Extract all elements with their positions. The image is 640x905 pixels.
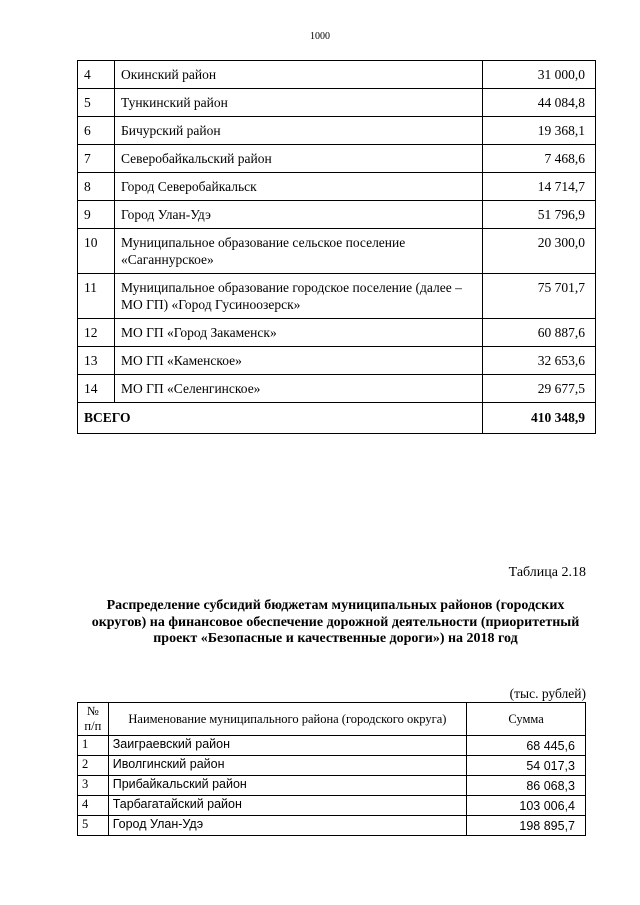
amount: 29 677,5 — [483, 375, 596, 403]
table-row — [78, 375, 596, 403]
table-row — [78, 201, 596, 229]
district-name: Бичурский район — [115, 117, 483, 145]
header-name: Наименование муниципального района (городского округа) — [108, 703, 466, 736]
row-number: 7 — [78, 145, 115, 173]
row-number: 12 — [78, 319, 115, 347]
amount: 20 300,0 — [483, 229, 596, 274]
amount: 14 714,7 — [483, 173, 596, 201]
unit-note: (тыс. рублей) — [509, 686, 586, 701]
row-number: 9 — [78, 201, 115, 229]
amount: 19 368,1 — [483, 117, 596, 145]
amount: 86 068,3 — [467, 776, 586, 796]
amount: 51 796,9 — [483, 201, 596, 229]
district-name: Тарбагатайский район — [108, 796, 466, 816]
amount: 60 887,6 — [483, 319, 596, 347]
header-number: № п/п — [78, 703, 109, 736]
table-row — [78, 117, 596, 145]
table-caption-number: Таблица 2.18 — [508, 565, 586, 580]
row-number: 10 — [78, 229, 115, 274]
row-number: 2 — [78, 756, 109, 776]
amount: 32 653,6 — [483, 347, 596, 375]
district-name: МО ГП «Селенгинское» — [115, 375, 483, 403]
district-name: Муниципальное образование городское поселение (далее – МО ГП) «Город Гусиноозерск» — [115, 274, 483, 319]
table-header-row — [78, 703, 586, 736]
table-row — [78, 319, 596, 347]
table-row — [78, 796, 586, 816]
district-name: Муниципальное образование сельское поселение «Саганнурское» — [115, 229, 483, 274]
amount: 75 701,7 — [483, 274, 596, 319]
table-row — [78, 736, 586, 756]
row-number: 1 — [78, 736, 109, 756]
table-row — [78, 756, 586, 776]
row-number: 6 — [78, 117, 115, 145]
table-row — [78, 229, 596, 274]
district-name: Окинский район — [115, 61, 483, 89]
amount: 44 084,8 — [483, 89, 596, 117]
row-number: 4 — [78, 61, 115, 89]
row-number: 13 — [78, 347, 115, 375]
row-number: 14 — [78, 375, 115, 403]
row-number: 5 — [78, 816, 109, 836]
total-label: ВСЕГО — [78, 403, 483, 434]
page-number: 1000 — [310, 31, 330, 42]
row-number: 11 — [78, 274, 115, 319]
table-row — [78, 61, 596, 89]
table-row — [78, 274, 596, 319]
row-number: 8 — [78, 173, 115, 201]
district-name: Город Улан-Удэ — [115, 201, 483, 229]
subsidy-table-continued — [77, 60, 596, 434]
amount: 54 017,3 — [467, 756, 586, 776]
subsidy-table-2-18 — [77, 702, 586, 836]
amount: 103 006,4 — [467, 796, 586, 816]
district-name: Заиграевский район — [108, 736, 466, 756]
table-row — [78, 89, 596, 117]
row-number: 5 — [78, 89, 115, 117]
amount: 7 468,6 — [483, 145, 596, 173]
district-name: МО ГП «Каменское» — [115, 347, 483, 375]
table-row — [78, 776, 586, 796]
amount: 31 000,0 — [483, 61, 596, 89]
district-name: Иволгинский район — [108, 756, 466, 776]
table-row — [78, 816, 586, 836]
row-number: 3 — [78, 776, 109, 796]
table-row — [78, 173, 596, 201]
amount: 198 895,7 — [467, 816, 586, 836]
total-row — [78, 403, 596, 434]
table-title: Распределение субсидий бюджетам муниципальных районов (городских округов) на финансовое обеспечение дорожной деятельности (приоритетный проект «Безопасные и качественные дороги») на 2018 год — [91, 598, 580, 646]
district-name: МО ГП «Город Закаменск» — [115, 319, 483, 347]
district-name: Город Улан-Удэ — [108, 816, 466, 836]
header-sum: Сумма — [467, 703, 586, 736]
amount: 68 445,6 — [467, 736, 586, 756]
table-row — [78, 347, 596, 375]
district-name: Тункинский район — [115, 89, 483, 117]
total-amount: 410 348,9 — [483, 403, 596, 434]
district-name: Прибайкальский район — [108, 776, 466, 796]
row-number: 4 — [78, 796, 109, 816]
district-name: Северобайкальский район — [115, 145, 483, 173]
table-row — [78, 145, 596, 173]
district-name: Город Северобайкальск — [115, 173, 483, 201]
